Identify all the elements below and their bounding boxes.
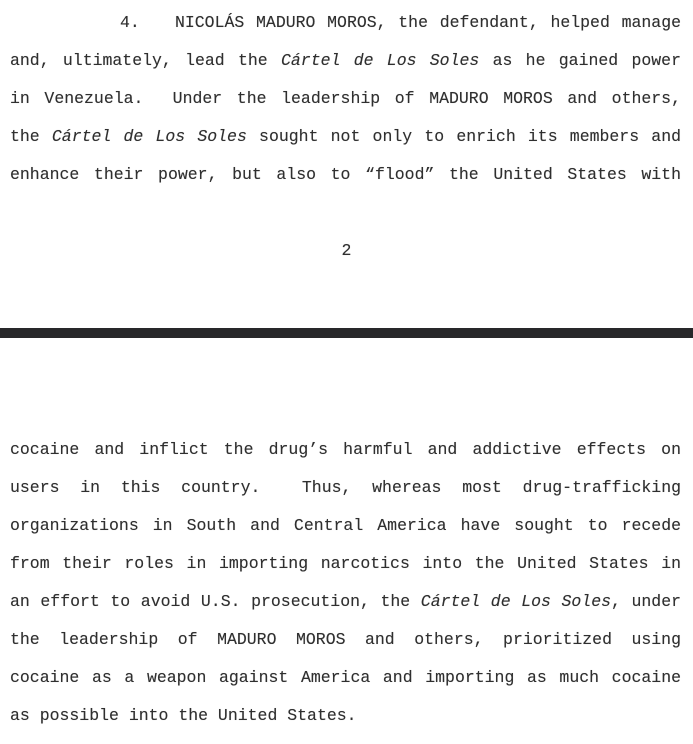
document-line: [10, 583, 681, 621]
text-segment: an effort to avoid U.S. prosecution, the: [10, 592, 421, 611]
text-segment: cocaine and inflict the drug’s harmful and addictive effects on: [10, 440, 681, 459]
document-line: [10, 431, 681, 469]
italic-text-segment: Cártel de Los Soles: [420, 592, 611, 611]
page-separator: [0, 328, 693, 338]
text-segment: users in this country. Thus, whereas most drug-trafficking: [10, 478, 681, 497]
document-line: [10, 469, 681, 507]
document-line: [10, 42, 681, 80]
page-number: 2: [341, 241, 352, 260]
text-segment: organizations in South and Central America have sought to recede: [10, 516, 681, 535]
text-segment: cocaine as a weapon against America and importing as much cocaine: [10, 668, 681, 687]
text-segment: the leadership of MADURO MOROS and others, prioritized using: [10, 630, 681, 649]
document-line: [10, 156, 681, 194]
text-segment: sought not only to enrich its members and: [246, 127, 681, 146]
document-line: [10, 118, 681, 156]
document-line: [10, 507, 681, 545]
document-line: [10, 697, 681, 735]
document-line: [10, 621, 681, 659]
text-segment: enhance their power, but also to “flood” the United States with: [10, 165, 681, 184]
text-segment: and, ultimately, lead the: [10, 51, 281, 70]
text-segment: as possible into the United States.: [10, 706, 357, 725]
italic-text-segment: Cártel de Los Soles: [51, 127, 247, 146]
text-segment: from their roles in importing narcotics into the United States in: [10, 554, 681, 573]
italic-text-segment: Cártel de Los Soles: [281, 51, 480, 70]
text-segment: 4. NICOLÁS MADURO MOROS, the defendant, helped manage: [120, 13, 681, 32]
page-1-text: [10, 4, 681, 194]
document-line: [10, 545, 681, 583]
text-segment: as he gained power: [479, 51, 681, 70]
text-segment: in Venezuela. Under the leadership of MADURO MOROS and others,: [10, 89, 681, 108]
page-2-text: [10, 431, 681, 735]
text-segment: , under: [611, 592, 681, 611]
text-segment: the: [10, 127, 52, 146]
document-line: [10, 80, 681, 118]
document-line: [10, 4, 681, 42]
document-line: [10, 659, 681, 697]
